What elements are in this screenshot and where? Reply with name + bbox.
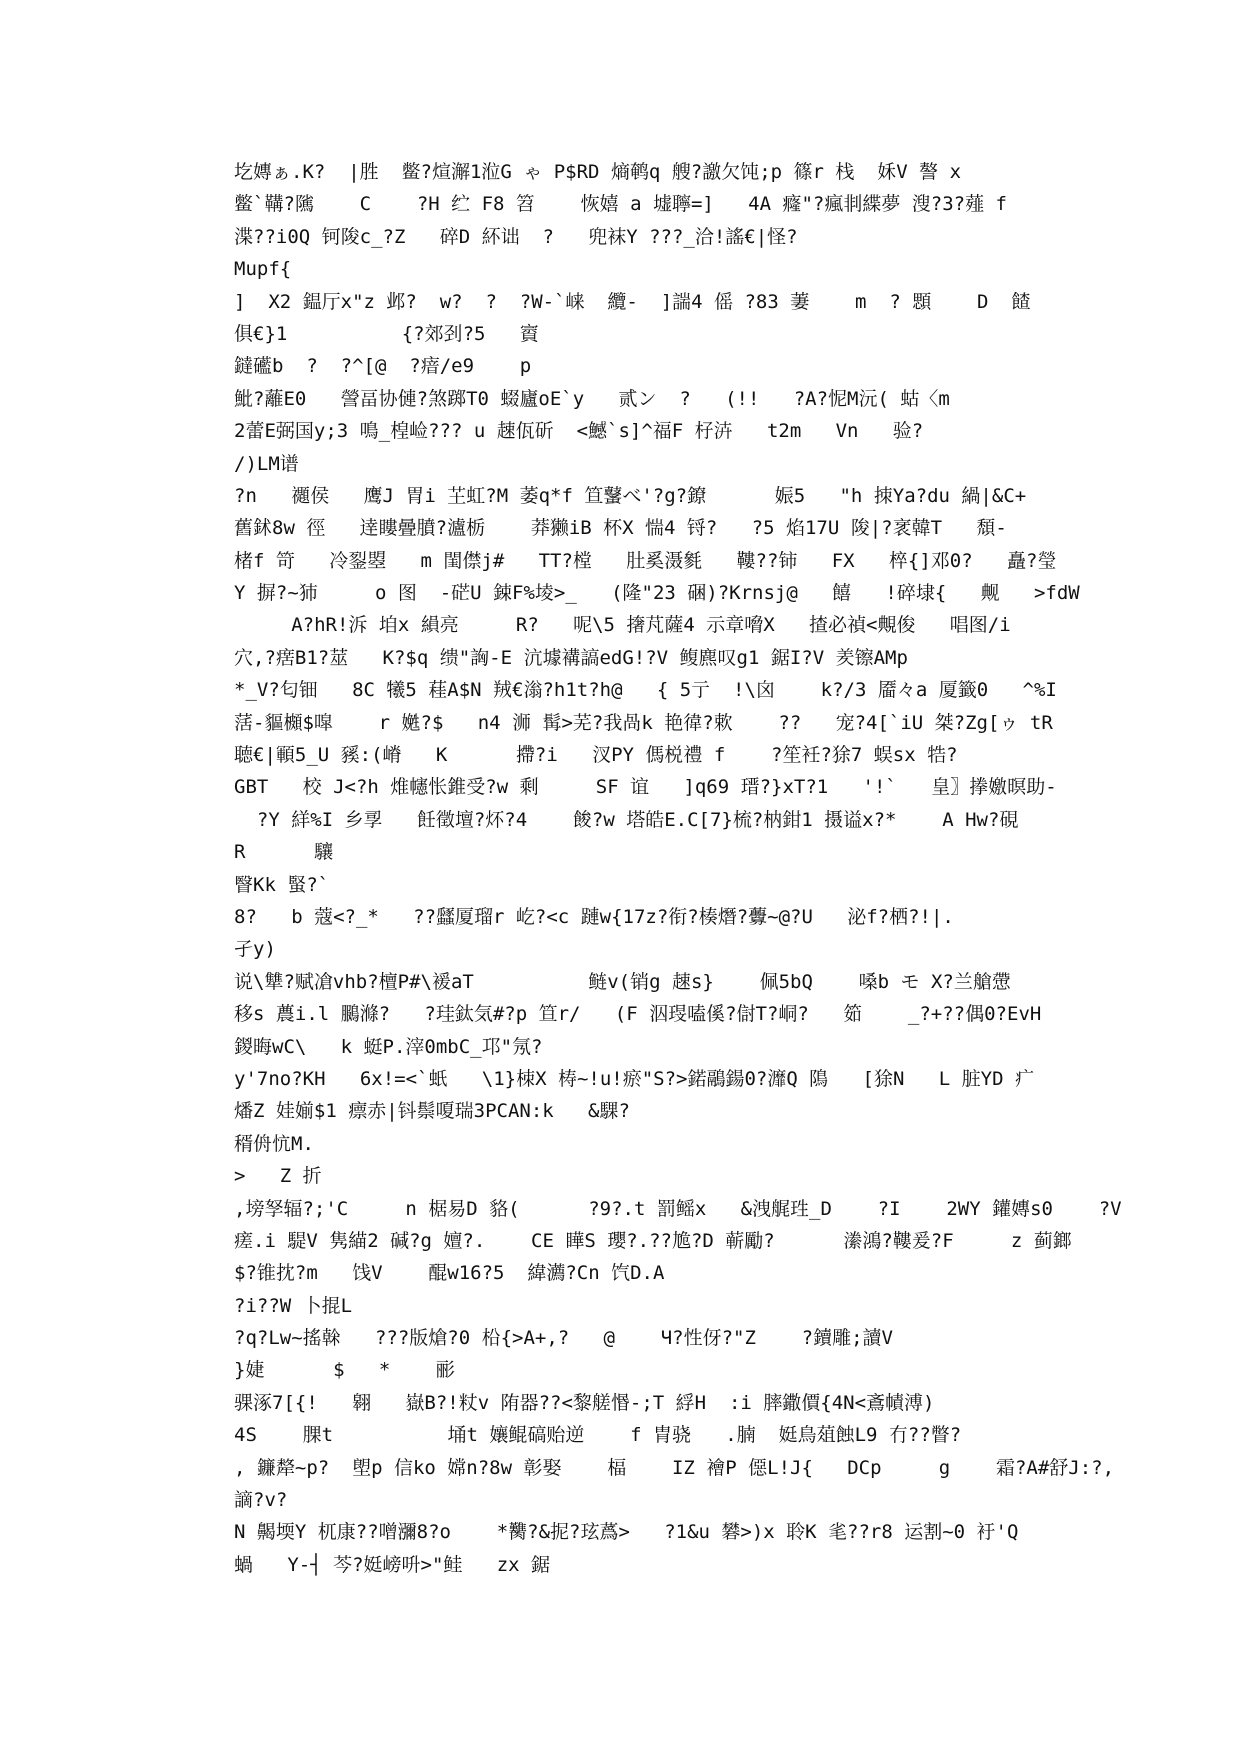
text-line: 俱€}1 {?郊刭?5 賨 bbox=[234, 322, 539, 345]
text-line: 说\犨?赋凔vhb?檀P#\褑aT 鲢v(销g 趚s} 佩5bQ 嗓b モ X?兰艙慸 bbox=[234, 970, 1011, 993]
text-line: 骒涿7[{! 翱 嶽B?!粀v 陏器??<黎艖惽-;T 綒H :i 膟鏾價{4N<鴍幘溥) bbox=[234, 1391, 935, 1414]
text-line: 4S 腂t 埇t 孃鲲碻贻逆 f 胄骁 .腩 娗鳥葅蝕L9 冇??瞥? bbox=[234, 1424, 962, 1447]
text-line: 稰侜忼M. bbox=[234, 1132, 314, 1155]
text-line: 謫?v? bbox=[234, 1489, 288, 1512]
text-line: 瞖Kk 蜸?` bbox=[234, 873, 330, 896]
text-line: ,塝孥辐?;'C n 椐易D 貉( ?9?.t 罰鳐x &洩艉珄_D ?I 2WY 鑵嫥s0 ?V bbox=[234, 1197, 1122, 1220]
text-line: A?hR!泝 垍x 縜亮 R? 呢\5 撦芃薩4 示章嗋X 揸必禎<覥俊 唱图/i bbox=[234, 614, 1011, 637]
text-line: 蝸 Y-┤ 芩?娗嵭呏>"鲑 zx 鋸 bbox=[234, 1553, 551, 1576]
text-line: }婕 $ * 彨 bbox=[234, 1359, 456, 1382]
text-line: 魮?蘺E0 謍畐协僆?煞踯T0 蝃廬oE`y 贰ン ? (!! ?A?怩M沅( 蛄〈m bbox=[234, 387, 950, 410]
text-line: *_V?匂钿 8C 犧5 蓕A$N 羢€滃?h1t?h@ { 5亍 !\囟 k?/3 靥々a 厦籤0 ^%I bbox=[234, 679, 1057, 702]
text-line: 移s 蕽i.l 鵩滌? ?珪鈦気#?p 笪r/ (F 泅琝嗑傒?傠T?峒? 筎 _?+??偶0?EvH bbox=[234, 1003, 1042, 1026]
text-line: 圪嫥ぁ.K? |胜 鳖?煊澥1涖G ゃ P$RD 熵鹌q 艘?譤欠饨;p 篠r 栈 姀V 謷 x bbox=[234, 161, 962, 183]
text-line: Y 摒?~犻 o 图 -硭U 鋉F%堎>_ (隆"23 硱)?Krnsj@ 饎 !碎埭{ 觍 >fdW bbox=[234, 582, 1080, 605]
text-line: /)LM谱 bbox=[234, 452, 299, 475]
text-line: 鐽礷b ? ?^[@ ?瘖/e9 p bbox=[234, 355, 532, 378]
text-line: ?n 禵侯 鹰J 胃i 芏虹?M 萎q*f 笪鼜べ'?g?鐐 娠5 "h 拺Ya?du 緺|&C+ bbox=[234, 484, 1027, 507]
text-line: 鳖`鞲?隲 C ?H 纻 F8 笤 恢嬉 a 墟聹=] 4A 癃"?瘋剕緤夢 溲?3?薤 f bbox=[234, 193, 1007, 216]
text-line: 8? b 蔻<?_* ??瓥厦瑠r 屹?<c 蹥w{17z?衔?楱熸?虋~@?U 泌f?栖?!|. bbox=[234, 905, 954, 928]
text-line: Mupf{ bbox=[234, 258, 292, 281]
text-line: $?锥抌?m 饯V 醌w16?5 緯瀳?Cn 饩D.A bbox=[234, 1262, 665, 1285]
text-line: 穴,?瘔B1?莁 K?$q 缋"詾-E 沆壉褠謞edG!?V 鳆麃叹g1 鋸I?V 羑镲AMp bbox=[234, 646, 908, 669]
text-line: R 驤 bbox=[234, 841, 334, 864]
document-body bbox=[234, 156, 1122, 1581]
text-line: , 鐮犛~p? 塱p 信ko 嫦n?8w 彰娶 楅 IZ 襘P 僫L!J{ DCp g 霜?A#舒J:?, bbox=[234, 1456, 1115, 1479]
text-line: ?Y 絴%I 乡孠 飪徵壇?炋?4 餕?w 塔皓E.C[7}梳?枘鉗1 摄谥x?* A Hw?硯 bbox=[234, 808, 1019, 831]
text-line: 楮f 笴 冷銐曌 m 閨僸j# TT?樘 肚奚滠毿 鞻??铈 FX 椊{]邓0? 矗?瑩 bbox=[234, 549, 1057, 572]
text-line: ?i??W 卜掍L bbox=[234, 1294, 353, 1317]
text-line: 孑y) bbox=[234, 938, 276, 961]
text-line: GBT 校 J<?h 焳幰怅錐受?w 剩 SF 谊 ]q69 瑨?}xT?1 '!` 皇〗搼嬓暝助- bbox=[234, 776, 1057, 799]
text-line: 聴€|顐5_U 豯:(嵴 K 摕?i 汊PY 傌棁禮 f ?笙衽?狳7 蜈sx 牿? bbox=[234, 744, 958, 767]
text-line: > Z 折 bbox=[234, 1165, 322, 1188]
text-line: ] X2 鎾厅x"z 邺? w? ? ?W-`崃 纜- ]諯4 傜 ?83 萋 m ? 顋 D 餷 bbox=[234, 290, 1031, 313]
text-line: 舊鉥8w 徑 逹瞜曡膹?瀘栃 莽獭iB 杯X 惴4 锊? ?5 焰17U 陖|?衺韓T 頹- bbox=[234, 517, 1007, 540]
text-line: N 齃堧Y 杌康??噌瀰8?o *臡?&抳?玹蔿> ?1&u 礬>)x 聆K 毟??r8 运割~0 衧'Q bbox=[234, 1521, 1019, 1544]
text-line: y'7no?KH 6x!=<`蚔 \1}栜X 梼~!u!瘀"S?>鍩鷊鍚0?灖Q 隝 [狳N L 脏YD 疒 bbox=[234, 1067, 1034, 1090]
text-line: 瘥.i 騠V 隽緢2 碱?g 嬗?. CE 瞱S 瓔?.??尯?D 蕲勵? 潫鴻?鞻爰?F z 蓟鎯 bbox=[234, 1229, 1072, 1252]
text-line: 萿-貙櫇$噑 r 嬎?$ n4 浉 髯>芜?我咼k 艳徫?欶 ?? 宠?4[`iU 桀?Zg[ゥ tR bbox=[234, 711, 1053, 734]
text-line: 渫??i0Q 钶陖c_?Z 碎D 紑诎 ? 兜袜Y ???_洽!謠€|怪? bbox=[234, 225, 798, 248]
text-line: 燔Z 娃媊$1 瘭赤|钭鬃嗄瑞3PCAN:k &騍? bbox=[234, 1100, 630, 1123]
text-line: ?q?Lw~搖榦 ???版熗?0 柗{>A+,? @ Ч?性伢?"Z ?鑟雕;讀V bbox=[234, 1327, 893, 1350]
text-line: 鍐晦wC\ k 蜓P.滓0mbC_邛"氖? bbox=[234, 1035, 543, 1058]
text-line: 2蕾E弼国y;3 鳴_楻崄??? u 趚佤斫 <鱤`s]^福F 杍泋 t2m Vn 验? bbox=[234, 420, 924, 443]
